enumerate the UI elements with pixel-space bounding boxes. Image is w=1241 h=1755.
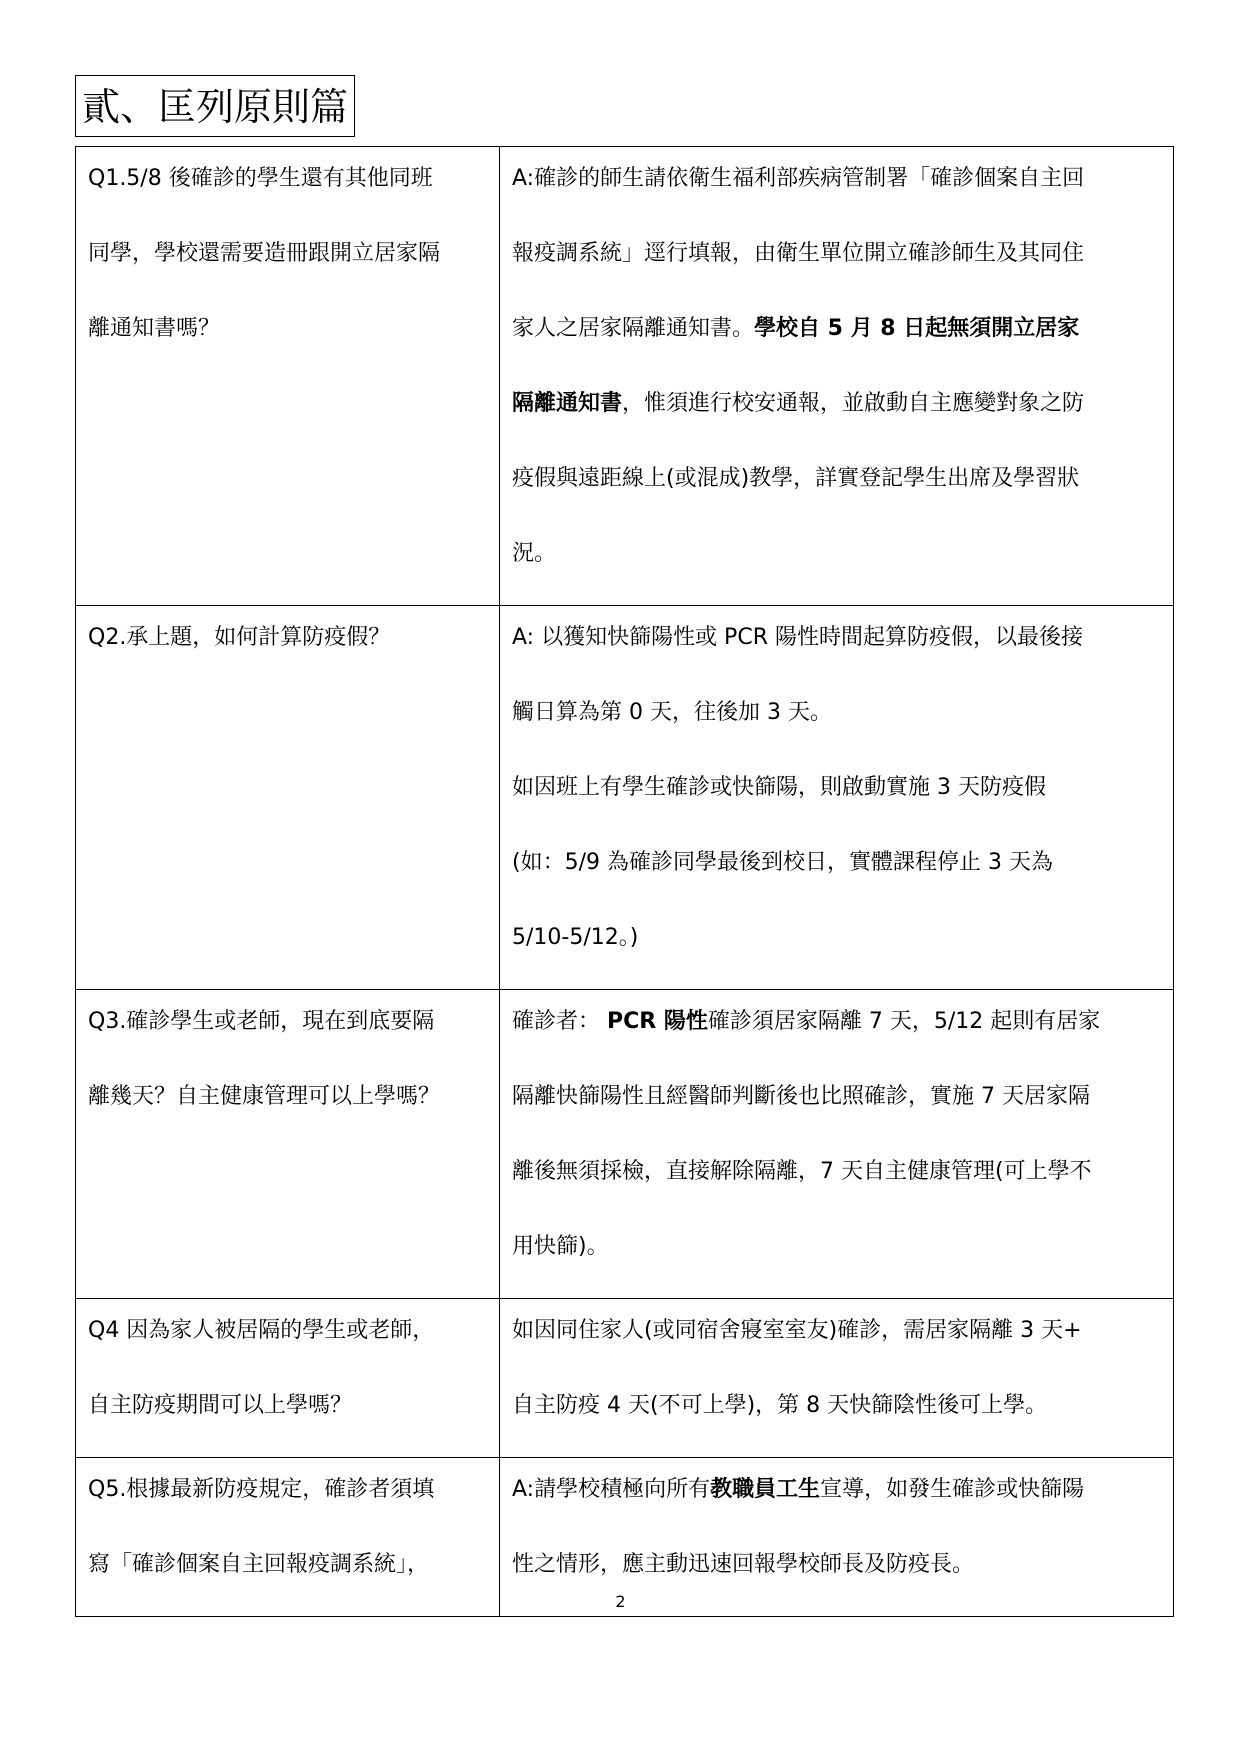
answer-text: ，惟須進行校安通報，並啟動自主應變對象之防	[622, 391, 1085, 416]
qa-row-3	[76, 990, 1174, 1299]
question-line: 同學，學校還需要造冊跟開立居家隔	[88, 241, 441, 266]
answer-line: 自主防疫 4 天(不可上學)，第 8 天快篩陰性後可上學。	[512, 1393, 1048, 1418]
page-number: 2	[615, 1592, 626, 1611]
answer-text: 宣導，如發生確診或快篩陽	[820, 1477, 1085, 1502]
answer-line: A: 以獲知快篩陽性或 PCR 陽性時間起算防疫假，以最後接	[512, 625, 1083, 650]
answer-text: A:請學校積極向所有	[512, 1477, 711, 1502]
answer-line	[512, 366, 1163, 441]
answer-line: 況。	[512, 541, 557, 566]
question-line: Q1.5/8 後確診的學生還有其他同班	[88, 166, 433, 191]
section-title: 貳、匡列原則篇	[75, 75, 355, 137]
answer-emphasis: 隔離通知書	[512, 391, 623, 416]
answer-line: 觸日算為第 0 天，往後加 3 天。	[512, 700, 832, 725]
answer-line	[512, 984, 1163, 1059]
answer-cell-4	[500, 1299, 1174, 1458]
question-line: Q4 因為家人被居隔的學生或老師，	[88, 1318, 435, 1343]
answer-line: 如因班上有學生確診或快篩陽，則啟動實施 3 天防疫假	[512, 775, 1046, 800]
answer-line	[512, 291, 1163, 366]
answer-text: 確診須居家隔離 7 天，5/12 起則有居家	[707, 1009, 1101, 1034]
question-line: 離幾天？自主健康管理可以上學嗎？	[88, 1084, 441, 1109]
answer-cell-2	[500, 606, 1174, 990]
answer-text: 家人之居家隔離通知書。	[512, 316, 755, 341]
answer-line: 用快篩)。	[512, 1234, 609, 1259]
question-line: Q5.根據最新防疫規定，確診者須填	[88, 1477, 435, 1502]
answer-line: 疫假與遠距線上(或混成)教學，詳實登記學生出席及學習狀	[512, 466, 1080, 491]
question-cell-3	[76, 990, 500, 1299]
question-line: 離通知書嗎？	[88, 316, 221, 341]
question-cell-1	[76, 147, 500, 606]
question-line: 自主防疫期間可以上學嗎？	[88, 1393, 353, 1418]
question-line: Q3.確診學生或老師，現在到底要隔	[88, 1009, 435, 1034]
question-cell-2	[76, 606, 500, 990]
qa-row-1	[76, 147, 1174, 606]
answer-emphasis: 教職員工生	[710, 1477, 821, 1502]
answer-emphasis: PCR 陽性	[607, 1009, 708, 1034]
answer-line: 報疫調系統」逕行填報，由衛生單位開立確診師生及其同住	[512, 241, 1085, 266]
qa-row-2	[76, 606, 1174, 990]
answer-line: 如因同住家人(或同宿舍寢室室友)確診，需居家隔離 3 天+	[512, 1318, 1082, 1343]
answer-emphasis: 學校自 5 月 8 日起無須開立居家	[754, 316, 1080, 341]
answer-line: 離後無須採檢，直接解除隔離，7 天自主健康管理(可上學不	[512, 1159, 1092, 1184]
answer-line: (如：5/9 為確診同學最後到校日，實體課程停止 3 天為	[512, 850, 1053, 875]
answer-line: 隔離快篩陽性且經醫師判斷後也比照確診，實施 7 天居家隔	[512, 1084, 1090, 1109]
answer-line	[512, 1452, 1163, 1527]
answer-line: A:確診的師生請依衛生福利部疾病管制署「確診個案自主回	[512, 166, 1085, 191]
qa-row-4	[76, 1299, 1174, 1458]
answer-cell-1	[500, 147, 1174, 606]
qa-table	[75, 146, 1174, 1617]
question-line: Q2.承上題，如何計算防疫假？	[88, 625, 391, 650]
question-line: 寫「確診個案自主回報疫調系統」，	[88, 1552, 430, 1577]
answer-line: 性之情形，應主動迅速回報學校師長及防疫長。	[512, 1552, 975, 1577]
question-cell-4	[76, 1299, 500, 1458]
answer-text: 確診者：	[512, 1009, 601, 1034]
answer-line: 5/10-5/12。)	[512, 925, 639, 950]
answer-cell-3	[500, 990, 1174, 1299]
